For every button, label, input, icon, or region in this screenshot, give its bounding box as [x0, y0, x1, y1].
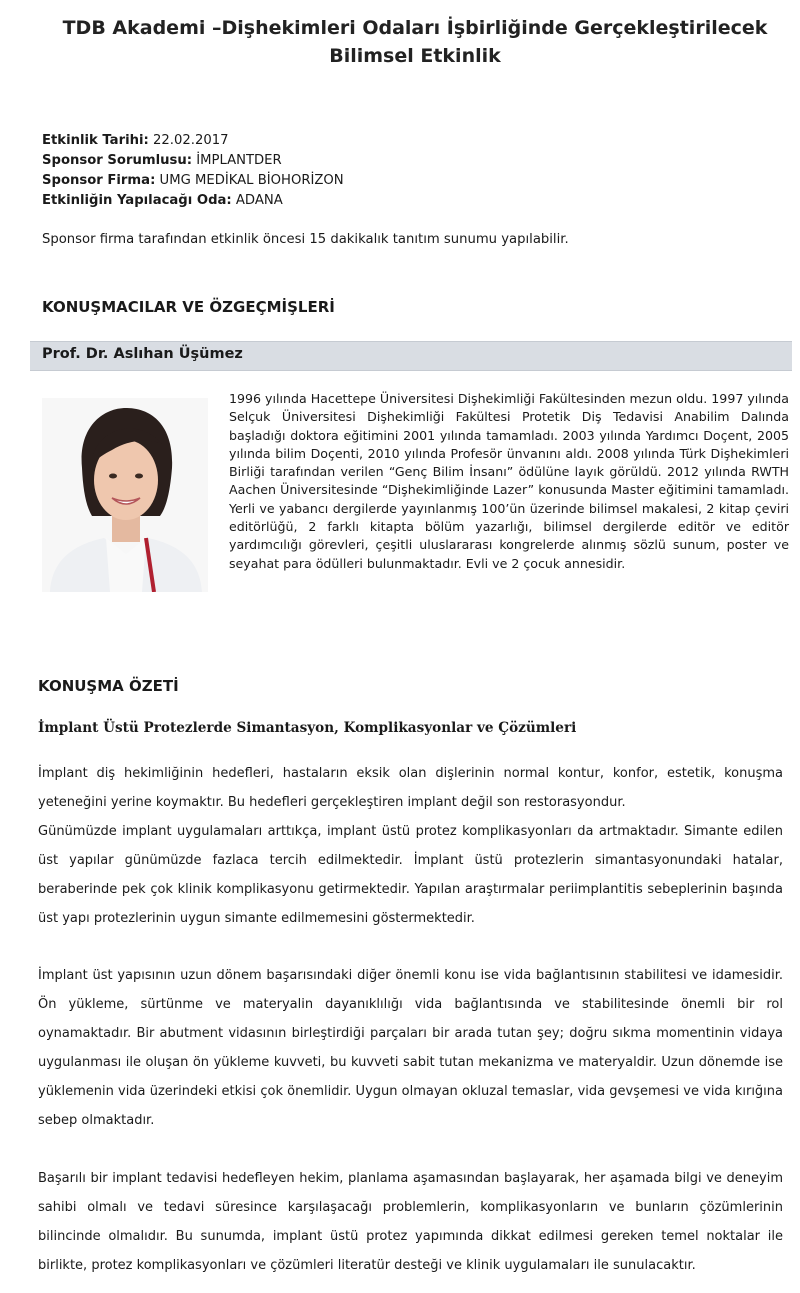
event-details [42, 131, 344, 211]
summary-paragraph-1: İmplant diş hekimliğinin hedefleri, hastaların eksik olan dişlerinin normal kontur, konfor, estetik, konuşma yeteneğini yerine koymaktır. Bu hedefleri gerçekleştiren implant değil son restorasyondur. [38, 766, 783, 810]
summary-paragraph-2: Günümüzde implant uygulamaları arttıkça, implant üstü protez komplikasyonları da artmaktadır. Simante edilen üst yapılar günümüzde fazlaca tercih edilmektedir. İmplant üstü protezlerin simantasyonundaki hatalar, beraberinde pek çok klinik komplikasyonu getirmektedir. Yapılan araştırmalar periimplantitis sebeplerinin başında üst yapı protezlerinin uygun simante edilmemesini göstermektedir. [38, 823, 783, 926]
event-date-value: 22.02.2017 [153, 133, 229, 148]
summary-paragraph-3: İmplant üst yapısının uzun dönem başarısındaki diğer önemli konu ise vida bağlantısının stabilitesi ve idamesidir. Ön yükleme, sürtünme ve materyalin dayanıklılığı vida bağlantısında ve stabilitesinde önemli bir rol oynamaktadır. Bir abutment vidasının birleştirdiği parçaları bir arada tutan şey; doğru sıkma momentinin vidaya uygulanması ile oluşan ön yükleme kuvveti, bu kuvveti sabit tutan mekanizma ve materyaldir. Uzun dönemde ise yüklemenin vida üzerindeki etkisi çok önemlidir. Uygun olmayan okluzal temaslar, vida gevşemesi ve vida kırığına sebep olmaktadır. [38, 968, 783, 1128]
paragraph-gap [38, 933, 783, 962]
event-chamber-label: Etkinliğin Yapılacağı Oda: [42, 193, 232, 208]
speaker-portrait-image [42, 398, 208, 592]
talk-title: İmplant Üstü Protezlerde Simantasyon, Komplikasyonlar ve Çözümleri [38, 720, 577, 736]
speaker-biography: 1996 yılında Hacettepe Üniversitesi Dişhekimliği Fakültesinden mezun oldu. 1997 yılında Selçuk Üniversitesi Dişhekimliği Fakültesi Protetik Diş Tedavisi Anabilim Dalında başladığı doktora eğitimini 2001 yılında tamamladı. 2003 yılında Yardımcı Doçent, 2005 yılında bilim Doçenti, 2010 yılında Profesör ünvanını aldı. 2008 yılında Türk Dişhekimleri Birliği tarafından verilen “Genç Bilim İnsanı” ödülüne layık görüldü. 2012 yılında RWTH Aachen Üniversitesinde “Dişhekimliğinde Lazer” konusunda Master eğitimini tamamladı. Yerli ve yabancı dergilerde yayınlanmış 100’ün üzerinde bilimsel makalesi, 2 kitap çeviri editörlüğü, 2 farklı kitapta bölüm yazarlığı, bilimsel dergilerde editör ve editör yardımcılığı görevleri, çeşitli uluslararası kongrelerde alınmış sözlü sunum, poster ve seyahat para ödülleri bulunmaktadır. Evli ve 2 çocuk annesidir. [229, 391, 789, 571]
speakers-heading: KONUŞMACILAR VE ÖZGEÇMİŞLERİ [42, 298, 335, 316]
sponsor-note: Sponsor firma tarafından etkinlik öncesi 15 dakikalık tanıtım sunumu yapılabilir. [42, 232, 569, 247]
event-chamber-value: ADANA [235, 193, 283, 208]
speaker-photo [42, 398, 208, 592]
speaker-name: Prof. Dr. Aslıhan Üşümez [42, 346, 243, 362]
talk-summary [38, 760, 783, 1281]
sponsor-company-row [42, 171, 344, 191]
sponsor-contact-label: Sponsor Sorumlusu: [42, 153, 193, 168]
event-chamber-row [42, 191, 344, 211]
sponsor-contact-row [42, 151, 344, 171]
title-line-2: Bilimsel Etkinlik [329, 45, 501, 67]
paragraph-gap [38, 1136, 783, 1165]
speaker-name-bar [30, 341, 792, 371]
sponsor-company-value: UMG MEDİKAL BİOHORİZON [159, 173, 344, 188]
title-line-1: TDB Akademi –Dişhekimleri Odaları İşbirliğinde Gerçekleştirilecek [62, 17, 768, 39]
summary-heading: KONUŞMA ÖZETİ [38, 677, 179, 695]
summary-paragraph-4: Başarılı bir implant tedavisi hedefleyen hekim, planlama aşamasından başlayarak, her aşamada bilgi ve deneyim sahibi olmalı ve tedavi süresince karşılaşacağı problemlerin, komplikasyonların ve bunların çözümlerinin bilincinde olmalıdır. Bu sunumda, implant üstü protez yapımında dikkat edilmesi gereken temel noktalar ile birlikte, protez komplikasyonları ve çözümleri literatür desteği ve klinik uygulamaları ile sunulacaktır. [38, 1170, 783, 1273]
sponsor-company-label: Sponsor Firma: [42, 173, 156, 188]
sponsor-contact-value: İMPLANTDER [196, 153, 282, 168]
event-date-row [42, 131, 344, 151]
event-date-label: Etkinlik Tarihi: [42, 133, 149, 148]
document-title [30, 14, 800, 70]
